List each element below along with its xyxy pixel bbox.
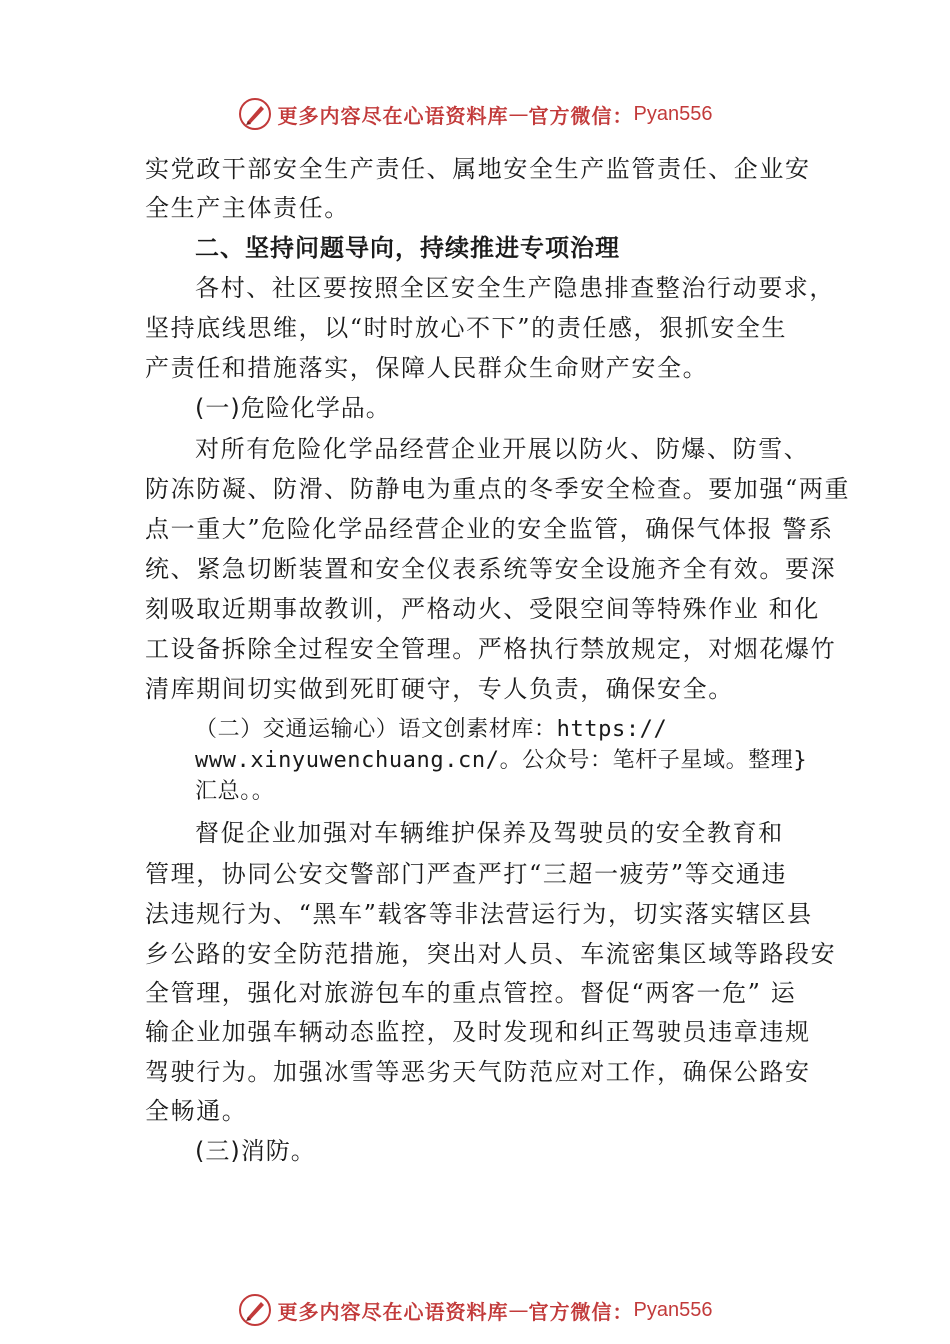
text-line: 输企业加强车辆动态监控，及时发现和纠正驾驶员违章违规 xyxy=(145,1018,811,1046)
text-line: 全生产主体责任。 xyxy=(145,194,350,222)
banner-wechat-id: Pyan556 xyxy=(633,102,713,125)
text-line: 乡公路的安全防范措施，突出对人员、车流密集区域等路段安 xyxy=(145,940,837,968)
text-line: 全管理，强化对旅游包车的重点管控。督促“两客一危” 运 xyxy=(145,979,797,1007)
subsection-heading: (一)危险化学品。 xyxy=(195,394,391,422)
text-line: 管理，协同公安交警部门严查严打“三超一疲劳”等交通违 xyxy=(145,860,788,888)
text-line: 对所有危险化学品经营企业开展以防火、防爆、防雪、 xyxy=(195,435,810,463)
text-line: 统、紧急切断装置和安全仪表系统等安全设施齐全有效。要深 xyxy=(145,555,837,583)
banner-title: 更多内容尽在心语资料库 xyxy=(277,1299,509,1324)
text-line: 法违规行为、“黑车”载客等非法营运行为，切实落实辖区县 xyxy=(145,900,813,928)
banner-wechat-id: Pyan556 xyxy=(633,1298,713,1321)
text-line: 汇总。。 xyxy=(195,779,275,804)
text-line: 各村、社区要按照全区安全生产隐患排查整治行动要求， xyxy=(195,274,835,302)
footer-banner xyxy=(0,1288,950,1332)
text-line: 实党政干部安全生产责任、属地安全生产监管责任、企业安 xyxy=(145,155,811,183)
text-line: 督促企业加强对车辆维护保养及驾驶员的安全教育和 xyxy=(195,819,784,847)
pen-logo-icon xyxy=(238,1293,272,1327)
text-line: 产责任和措施落实，保障人民群众生命财产安全。 xyxy=(145,354,709,382)
pen-logo-icon xyxy=(238,97,272,131)
banner-wechat-label: 官方微信： xyxy=(528,103,634,128)
text-line: 防冻防凝、防滑、防静电为重点的冬季安全检查。要加强“两重 xyxy=(145,475,851,503)
text-line: 全畅通。 xyxy=(145,1097,248,1125)
text-line: 驾驶行为。加强冰雪等恶劣天气防范应对工作，确保公路安 xyxy=(145,1058,811,1086)
text-line: 刻吸取近期事故教训，严格动火、受限空间等特殊作业 和化 xyxy=(145,595,820,623)
banner-separator: — xyxy=(508,102,529,126)
header-banner xyxy=(0,92,950,136)
text-line: 工设备拆除全过程安全管理。严格执行禁放规定，对烟花爆竹 xyxy=(145,635,837,663)
banner-title: 更多内容尽在心语资料库 xyxy=(277,103,509,128)
section-heading: 二、坚持问题导向，持续推进专项治理 xyxy=(195,234,620,262)
text-line: （二）交通运输心）语文创素材库：https:// xyxy=(195,717,668,742)
text-line: 点一重大”危险化学品经营企业的安全监管，确保气体报 警系 xyxy=(145,515,834,543)
text-line: 清库期间切实做到死盯硬守，专人负责，确保安全。 xyxy=(145,675,734,703)
subsection-heading: (三)消防。 xyxy=(195,1137,316,1165)
banner-wechat-label: 官方微信： xyxy=(528,1299,634,1324)
banner-separator: — xyxy=(508,1298,529,1322)
text-line: www.xinyuwenchuang.cn/。公众号：笔杆子星域。整理} xyxy=(195,748,808,773)
text-line: 坚持底线思维，以“时时放心不下”的责任感，狠抓安全生 xyxy=(145,314,788,342)
